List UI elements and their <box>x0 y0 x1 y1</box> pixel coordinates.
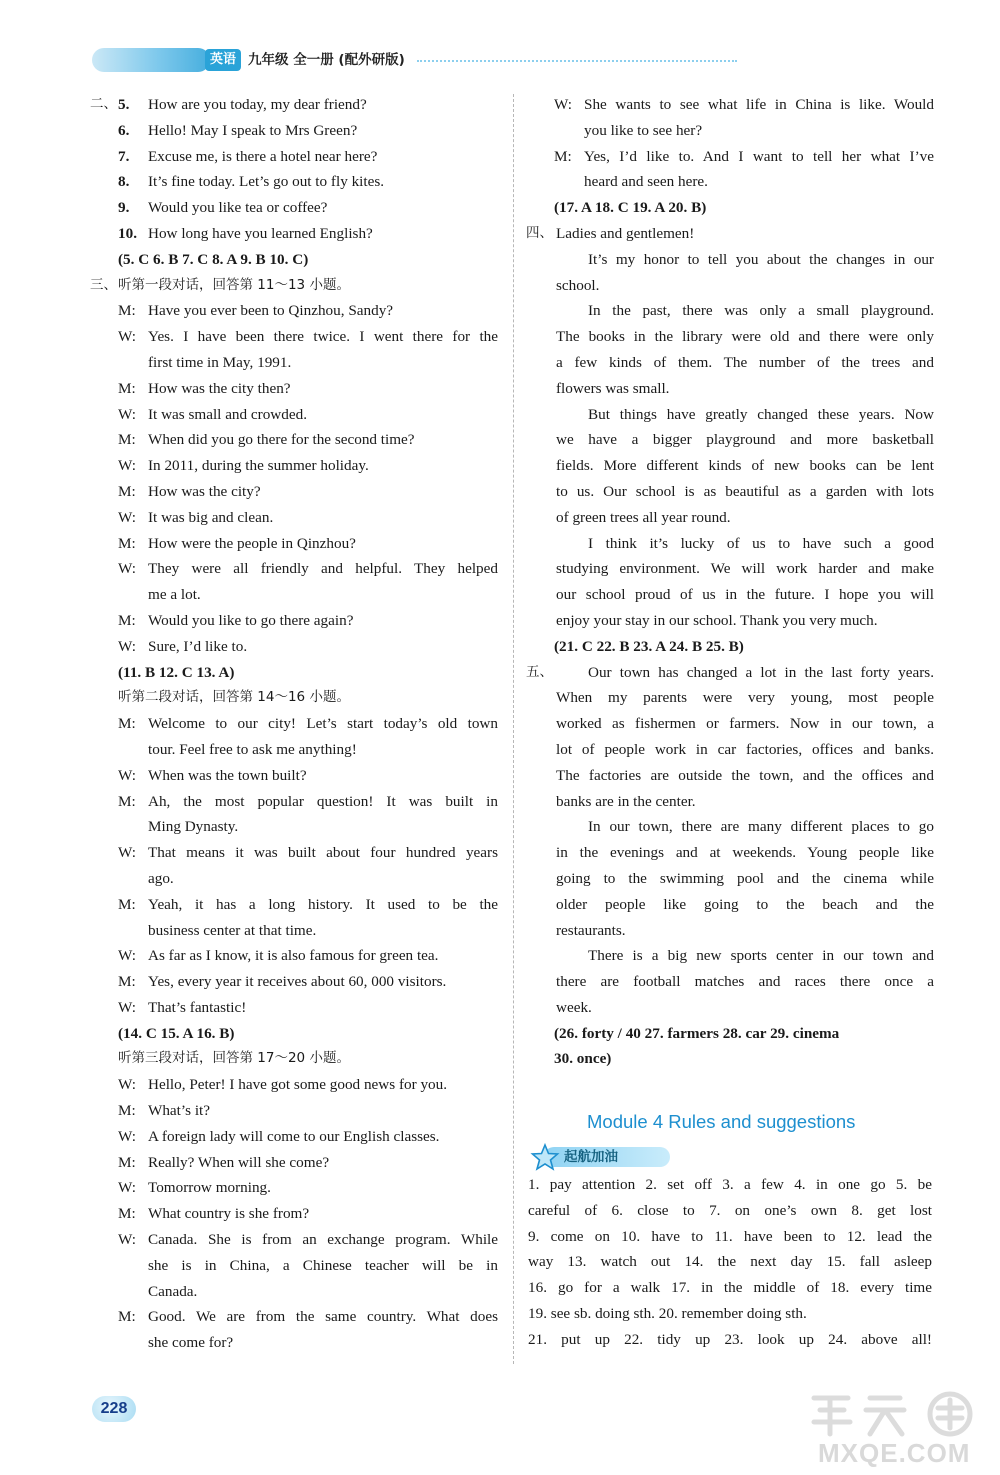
speaker: W: <box>118 766 136 784</box>
text-line <box>92 685 502 711</box>
book-title: 九年级 全一册 (配外研版) <box>248 52 405 68</box>
text-line <box>92 505 502 531</box>
text-line <box>528 685 938 711</box>
paragraph-text: fields. More different kinds of new books can be lent <box>556 457 934 475</box>
paragraph-text: The factories are outside the town, and the offices and <box>556 766 934 784</box>
speaker: M: <box>118 1153 136 1171</box>
page-number-value: 228 <box>100 1400 128 1417</box>
paragraph-text: I think it’s lucky of us to have such a good <box>588 534 934 552</box>
subject-badge: 英语 <box>205 49 241 71</box>
speaker: W: <box>118 508 136 526</box>
dialogue-text: Ah, the most popular question! It was built in <box>148 792 498 810</box>
paragraph-text: Our town has changed a lot in the last forty years. <box>588 663 934 681</box>
text-line <box>528 505 938 531</box>
paragraph-text: a few kinds of them. The number of the trees and <box>556 353 934 371</box>
paragraph-text: There is a big new sports center in our town and <box>588 947 934 965</box>
item-number: 6. <box>118 121 130 139</box>
dialogue-text: ago. <box>148 869 174 887</box>
item-text: How long have you learned English? <box>148 224 373 242</box>
vocab-text: 19. see sb. doing sth. 20. remember doing sth. <box>528 1304 807 1322</box>
text-line <box>92 1124 502 1150</box>
dialogue-text: Ming Dynasty. <box>148 818 239 836</box>
item-text: How are you today, my dear friend? <box>148 96 367 113</box>
text-line <box>528 814 938 840</box>
dialogue-text: In 2011, during the summer holiday. <box>148 457 369 475</box>
dialogue-text: How was the city then? <box>148 379 291 397</box>
item-label: 三、 <box>90 276 117 293</box>
text-line <box>92 840 502 866</box>
dialogue-text: tour. Feel free to ask me anything! <box>148 740 357 758</box>
dialogue-text: They were all friendly and helpful. They helped <box>148 560 498 578</box>
page-header <box>92 46 652 76</box>
text-line <box>92 763 502 789</box>
dialogue-text: Would you like to go there again? <box>148 611 354 629</box>
text-line <box>528 556 938 582</box>
text-line <box>92 1072 502 1098</box>
text-line <box>92 427 502 453</box>
item-number: 7. <box>118 147 130 165</box>
text-line <box>92 273 502 299</box>
speaker: W: <box>118 998 136 1016</box>
answer-key: (14. C 15. A 16. B) <box>118 1024 235 1042</box>
text-line <box>528 969 938 995</box>
speaker: M: <box>118 1102 136 1120</box>
paragraph-text: worked as fishermen or farmers. Now in our town, a <box>556 715 934 733</box>
dialogue-text: Have you ever been to Qinzhou, Sandy? <box>148 302 394 320</box>
text-line <box>528 273 938 299</box>
dialogue-text: Yes, every year it receives about 60, 000 visitors. <box>148 973 447 991</box>
speaker: W: <box>118 1127 136 1145</box>
dialogue-text: heard and seen here. <box>584 173 708 191</box>
text-line <box>92 1304 502 1330</box>
text-line <box>528 402 938 428</box>
text-line <box>528 376 938 402</box>
speaker: M: <box>118 973 136 991</box>
dialogue-text: As far as I know, it is also famous for green tea. <box>148 947 439 965</box>
item-label: 二、 <box>90 96 117 112</box>
right-column <box>528 92 938 1072</box>
text-line <box>92 608 502 634</box>
text-line <box>528 324 938 350</box>
speaker: W: <box>118 1076 136 1094</box>
text-line <box>92 453 502 479</box>
item-number: 8. <box>118 173 130 191</box>
column-divider <box>513 94 514 1364</box>
module-title: Module 4 Rules and suggestions <box>587 1111 856 1132</box>
dialogue-text: Sure, I’d like to. <box>148 637 248 655</box>
text-line <box>528 427 938 453</box>
dialogue-text: me a lot. <box>148 586 201 604</box>
item-label: 四、 <box>526 224 553 241</box>
text-line <box>92 943 502 969</box>
text-line <box>92 814 502 840</box>
vocab-text: 9. come on 10. have to 11. have been to 12. lead the <box>528 1227 932 1245</box>
text-line <box>92 634 502 660</box>
header-decoration <box>92 48 210 72</box>
dialogue-text: What country is she from? <box>148 1205 310 1223</box>
text-line <box>92 1201 502 1227</box>
text-line <box>92 1330 502 1356</box>
text-line <box>92 195 502 221</box>
speaker: M: <box>118 431 136 449</box>
item-number: 5. <box>118 96 130 113</box>
header-dotted-line <box>417 60 737 62</box>
text-line <box>528 737 938 763</box>
vocab-line <box>528 1224 938 1250</box>
speaker: M: <box>118 1308 136 1326</box>
paragraph-text: But things have greatly changed these years. Now <box>588 405 934 423</box>
dialogue-text: Tomorrow morning. <box>148 1179 271 1197</box>
section-tag-label: 起航加油 <box>564 1149 618 1165</box>
text-line <box>528 531 938 557</box>
text-line <box>528 350 938 376</box>
speaker: M: <box>118 715 136 733</box>
text-line <box>528 144 938 170</box>
text-line <box>92 221 502 247</box>
text-line <box>92 1279 502 1305</box>
vocab-line <box>528 1301 938 1327</box>
text-line <box>528 634 938 660</box>
text-line <box>92 660 502 686</box>
dialogue-text: When was the town built? <box>148 766 307 784</box>
text-line <box>528 892 938 918</box>
dialogue-text: How were the people in Qinzhou? <box>148 534 356 552</box>
dialogue-text: It was big and clean. <box>148 508 274 526</box>
text-line <box>92 1175 502 1201</box>
dialogue-text: Welcome to our city! Let’s start today’s old town <box>148 715 498 733</box>
speaker: W: <box>118 328 136 346</box>
text-line <box>92 402 502 428</box>
dialogue-text: she is in China, a Chinese teacher will be in <box>148 1256 498 1274</box>
paragraph-text: When my parents were very young, most people <box>556 689 934 707</box>
paragraph-text: In our town, there are many different places to go <box>588 818 934 836</box>
text-line <box>92 556 502 582</box>
text-line <box>92 118 502 144</box>
text-line <box>528 298 938 324</box>
dialogue-text: What’s it? <box>148 1102 210 1120</box>
speaker: M: <box>118 792 136 810</box>
text-line <box>528 453 938 479</box>
item-number: 10. <box>118 224 137 242</box>
dialogue-text: you like to see her? <box>584 121 703 139</box>
dialogue-text: She wants to see what life in China is like. Would <box>584 96 934 113</box>
text-line <box>528 582 938 608</box>
item-text: Would you like tea or coffee? <box>148 199 328 217</box>
text-line <box>528 711 938 737</box>
speaker: M: <box>118 534 136 552</box>
item-text: Hello! May I speak to Mrs Green? <box>148 121 358 139</box>
speaker: W: <box>118 1231 136 1249</box>
text-line <box>528 247 938 273</box>
text-line <box>92 711 502 737</box>
text-line <box>528 479 938 505</box>
vocab-text: careful of 6. close to 7. on one’s own 8. get lost <box>528 1201 932 1219</box>
section-tag <box>530 1143 670 1171</box>
text-line <box>92 737 502 763</box>
vocab-line <box>528 1172 938 1198</box>
text-line <box>92 1021 502 1047</box>
text-line <box>92 350 502 376</box>
text-line <box>92 918 502 944</box>
paragraph-text: we have a bigger playground and more basketball <box>556 431 934 449</box>
dialogue-heading: 听第二段对话，回答第 14～16 小题。 <box>118 689 350 706</box>
speaker: W: <box>118 844 136 862</box>
text-line <box>528 840 938 866</box>
dialogue-text: It was small and crowded. <box>148 405 308 423</box>
text-line <box>92 892 502 918</box>
speaker: W: <box>554 96 572 113</box>
paragraph-text: school. <box>556 276 600 294</box>
dialogue-text: Good. We are from the same country. What does <box>148 1308 498 1326</box>
star-icon <box>530 1143 560 1171</box>
page-number <box>92 1392 142 1424</box>
answer-key: (21. C 22. B 23. A 24. B 25. B) <box>554 637 744 655</box>
text-line <box>92 298 502 324</box>
text-line <box>92 1098 502 1124</box>
paragraph-text: restaurants. <box>556 921 626 939</box>
text-line <box>528 195 938 221</box>
vocab-line <box>528 1249 938 1275</box>
speaker: W: <box>118 457 136 475</box>
dialogue-text: How was the city? <box>148 482 261 500</box>
text-line <box>528 608 938 634</box>
vocab-line <box>528 1198 938 1224</box>
speaker: M: <box>118 379 136 397</box>
text-line <box>92 582 502 608</box>
dialogue-text: first time in May, 1991. <box>148 353 292 371</box>
text-line <box>92 969 502 995</box>
text-line <box>92 92 502 118</box>
answer-key: (11. B 12. C 13. A) <box>118 663 235 681</box>
dialogue-text: Yes. I have been there twice. I went there for the <box>148 328 498 346</box>
dialogue-text: Canada. <box>148 1282 198 1300</box>
text-line <box>528 866 938 892</box>
item-text: Excuse me, is there a hotel near here? <box>148 147 378 165</box>
item-label: 五、 <box>526 663 553 680</box>
speaker: W: <box>118 1179 136 1197</box>
speaker: W: <box>118 637 136 655</box>
text-line <box>92 1253 502 1279</box>
speaker: M: <box>118 611 136 629</box>
vocab-line <box>528 1327 938 1353</box>
speaker: M: <box>554 147 572 165</box>
dialogue-text: Canada. She is from an exchange program. While <box>148 1231 498 1249</box>
paragraph-text: lot of people work in car factories, offices and banks. <box>556 740 934 758</box>
text-line <box>92 247 502 273</box>
text-line <box>528 995 938 1021</box>
paragraph-text: older people like going to the beach and the <box>556 895 934 913</box>
text-line <box>92 866 502 892</box>
dialogue-text: That means it was built about four hundred years <box>148 844 498 862</box>
item-text: It’s fine today. Let’s go out to fly kites. <box>148 173 385 191</box>
speaker: W: <box>118 947 136 965</box>
paragraph-text: studying environment. We will work harder and make <box>556 560 934 578</box>
speaker: M: <box>118 302 136 320</box>
text-line <box>528 789 938 815</box>
paragraph-text: to us. Our school is as beautiful as a garden with lots <box>556 482 934 500</box>
text-line <box>92 169 502 195</box>
text-line <box>92 144 502 170</box>
text-line <box>528 92 938 118</box>
dialogue-text: Yes, I’d like to. And I want to tell her what I’ve <box>584 147 934 165</box>
paragraph-text: in the evenings and at weekends. Young people like <box>556 844 934 862</box>
text-line <box>528 1021 938 1047</box>
paragraph-text: The books in the library were old and there were only <box>556 328 934 346</box>
text-line <box>92 1150 502 1176</box>
text-line <box>528 221 938 247</box>
dialogue-text: That’s fantastic! <box>148 998 247 1016</box>
answer-key: (26. forty / 40 27. farmers 28. car 29. cinema <box>554 1024 840 1042</box>
vocab-text: 16. go for a walk 17. in the middle of 18. every time <box>528 1279 932 1297</box>
dialogue-text: Yeah, it has a long history. It used to be the <box>148 895 498 913</box>
watermark-site: MXQE.COM <box>818 1438 971 1468</box>
vocab-line <box>528 1275 938 1301</box>
vocab-text: 21. put up 22. tidy up 23. look up 24. above all! <box>528 1330 932 1348</box>
vocab-text: 1. pay attention 2. set off 3. a few 4. in one go 5. be <box>528 1176 932 1193</box>
dialogue-heading: 听第一段对话，回答第 11～13 小题。 <box>118 276 350 293</box>
paragraph-text: going to the swimming pool and the cinema while <box>556 869 934 887</box>
dialogue-text: A foreign lady will come to our English classes. <box>148 1127 440 1145</box>
text-line <box>528 943 938 969</box>
speaker: M: <box>118 895 136 913</box>
dialogue-text: When did you go there for the second time? <box>148 431 415 449</box>
paragraph-text: It’s my honor to tell you about the changes in our <box>588 250 934 268</box>
text-line <box>528 169 938 195</box>
answer-key: (5. C 6. B 7. C 8. A 9. B 10. C) <box>118 250 309 268</box>
dialogue-text: Hello, Peter! I have got some good news for you. <box>148 1076 448 1094</box>
paragraph-text: banks are in the center. <box>556 792 696 810</box>
text-line <box>92 324 502 350</box>
dialogue-text: she come for? <box>148 1334 234 1352</box>
dialogue-text: business center at that time. <box>148 921 317 939</box>
paragraph-text: flowers was small. <box>556 379 670 397</box>
text-line <box>528 1046 938 1072</box>
item-number: 9. <box>118 199 130 217</box>
paragraph-text: there are football matches and races there once a <box>556 973 934 991</box>
text-line <box>92 531 502 557</box>
text-line <box>92 1227 502 1253</box>
text-line <box>528 118 938 144</box>
answer-key: (17. A 18. C 19. A 20. B) <box>554 199 707 217</box>
paragraph-text: of green trees all year round. <box>556 508 731 526</box>
paragraph-text: Ladies and gentlemen! <box>556 224 695 242</box>
watermark <box>800 1388 995 1470</box>
text-line <box>92 376 502 402</box>
text-line <box>528 660 938 686</box>
text-line <box>528 918 938 944</box>
paragraph-text: In the past, there was only a small playground. <box>588 302 934 320</box>
paragraph-text: enjoy your stay in our school. Thank you very much. <box>556 611 878 629</box>
speaker: M: <box>118 482 136 500</box>
left-column <box>92 92 502 1356</box>
text-line <box>92 789 502 815</box>
speaker: W: <box>118 560 136 578</box>
vocab-text: way 13. watch out 14. the next day 15. fall asleep <box>528 1253 932 1271</box>
dialogue-text: Really? When will she come? <box>148 1153 330 1171</box>
text-line <box>92 1046 502 1072</box>
text-line <box>92 995 502 1021</box>
dialogue-heading: 听第三段对话，回答第 17～20 小题。 <box>118 1050 350 1067</box>
vocab-list <box>528 1172 938 1353</box>
answer-key: 30. once) <box>554 1050 612 1068</box>
paragraph-text: our school proud of us in the future. I hope you will <box>556 586 934 604</box>
text-line <box>528 763 938 789</box>
paragraph-text: week. <box>556 998 592 1016</box>
text-line <box>92 479 502 505</box>
speaker: M: <box>118 1205 136 1223</box>
speaker: W: <box>118 405 136 423</box>
watermark-logo <box>800 1388 995 1438</box>
